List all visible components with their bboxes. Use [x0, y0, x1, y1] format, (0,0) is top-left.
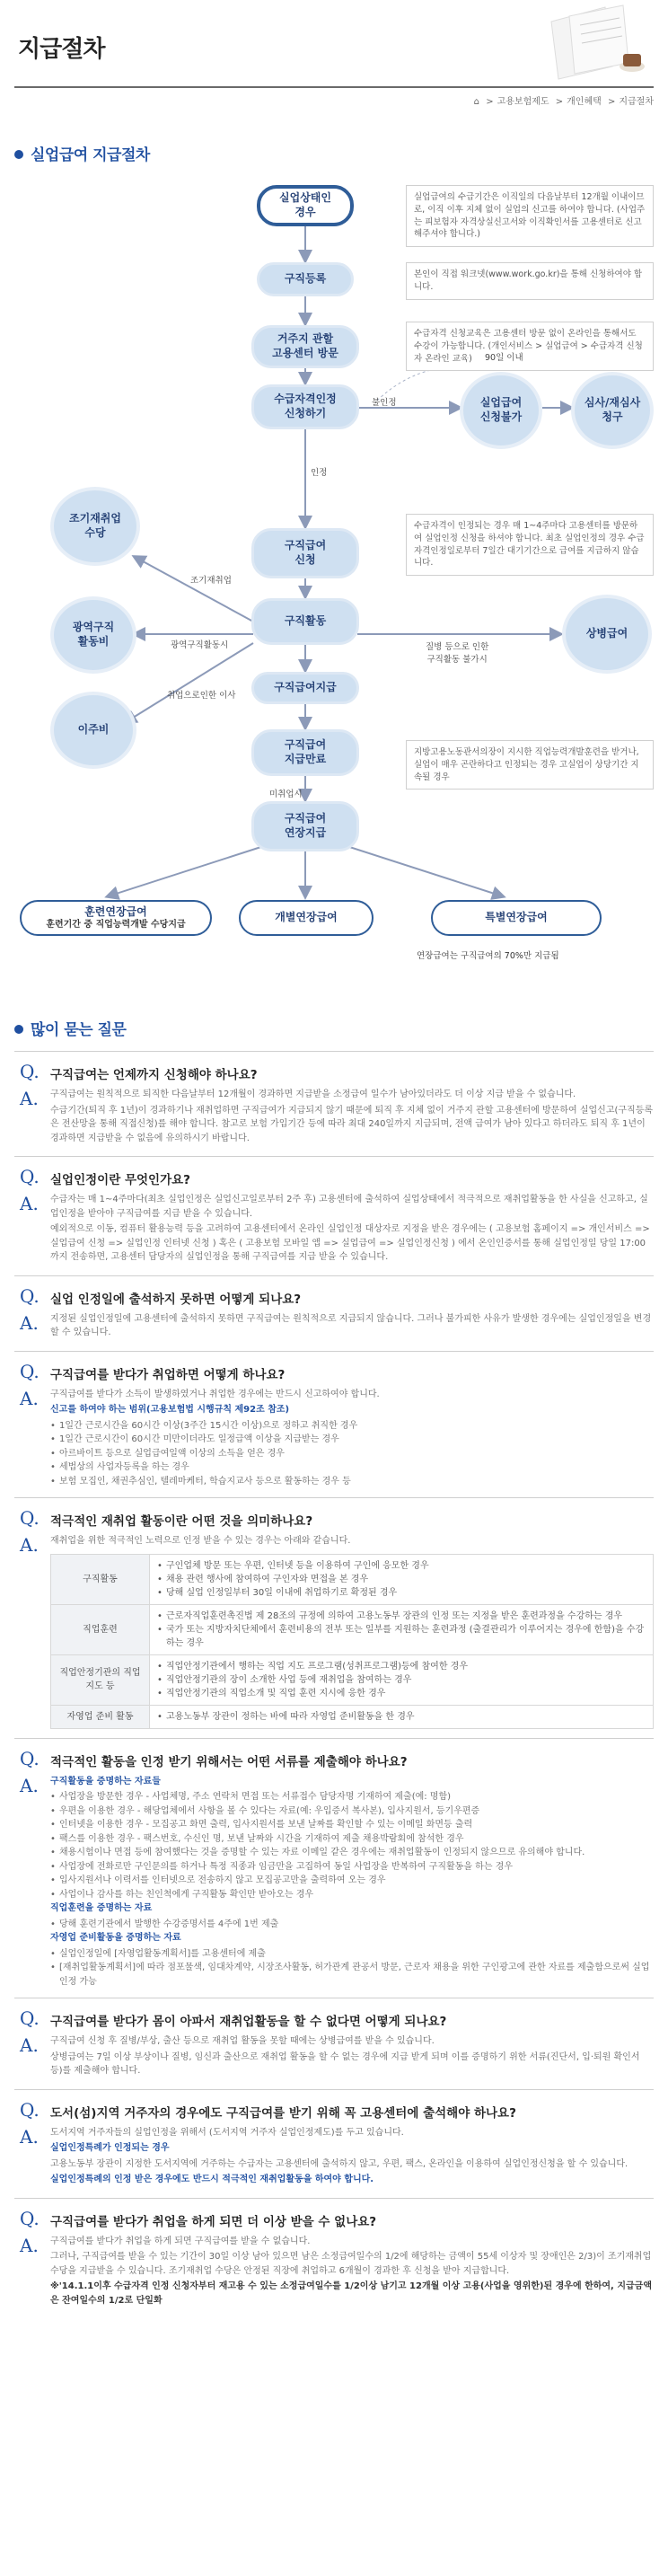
note-extension: 지방고용노동관서의장이 지시한 직업능력개발훈련을 받거나, 실업이 매우 곤란하다고 인정되는 경우 고실업이 상당기간 지속될 경우	[406, 740, 654, 790]
activity-table	[50, 1554, 654, 1729]
step-visit-center: 거주지 관할 고용센터 방문	[251, 325, 359, 368]
question-icon: Q.	[20, 2098, 40, 2121]
benefit-individual-extension: 개별연장급여	[239, 900, 374, 936]
faq-question: 실업인정이란 무엇인가요?	[50, 1173, 190, 1187]
answer-icon: A.	[20, 2125, 39, 2148]
step-register: 구직등록	[257, 262, 354, 296]
step-extension: 구직급여 연장지급	[251, 801, 359, 851]
answer-icon: A.	[20, 1311, 39, 1334]
question-icon: Q.	[20, 2007, 40, 2029]
bullet-icon	[14, 1025, 23, 1034]
step-job-search: 구직활동	[251, 598, 359, 645]
title-rule	[14, 86, 654, 88]
faq-question: 도서(섬)지역 거주자의 경우에도 구직급여를 받기 위해 꼭 고용센터에 출석해야 하나요?	[50, 2105, 516, 2121]
step-job-benefit-end: 구직급여 지급만료	[251, 729, 359, 776]
faq-question: 적극적인 재취업 활동이란 어떤 것을 의미하나요?	[50, 1514, 313, 1529]
page-title: 지급절차	[18, 36, 105, 63]
label-not-recognized: 불인정	[372, 398, 397, 408]
page-header	[0, 0, 668, 113]
benefit-training-extension: 훈련연장급여 훈련기간 중 직업능력개발 수당지급	[20, 900, 212, 936]
breadcrumb-item[interactable]: 고용보험제도	[497, 97, 549, 107]
label-wide-area: 광역구직활동시	[171, 640, 229, 650]
breadcrumb-item[interactable]: 개인혜택	[567, 97, 602, 107]
bullet-icon	[14, 150, 23, 159]
label-moving: 취업으로인한 이사	[167, 691, 236, 701]
faq-item: Q. 적극적인 활동을 인정 받기 위해서는 어떤 서류를 제출해야 하나요? A. 구직활동을 증명하는 자료들 • 사업장을 방문한 경우 - 사업체명, 주소 연락처 면접 또는 서류접수 담당자명 기재하여 제출(예: 명함) • 우편을 이용한 경우 - 해당업체에서 사항을 볼 수 있다는 자료(예: 우입증서 복사본), 입사지원서, 등기우편증 • 인터넷을 이용한 경우 - 모집공고 화면 출력, 입사지원서를 보낸 날짜를 확인할 수 있는 이메일 화면등 출력 • 팩스를 이용한 경우 - 팩스번호, 수신인 명, 보낸 날짜와 시간을 기재하여 제출 채용박람회에 참석한 경우 • 채용시험이나 면접 등에 참여했다는 것을 증명할 수 있는 자료 이메일 같은 경우에는 재취업활동이 인정되지 않으므로 유의해야 합니다. • 사업장에 전화로만 구인문의를 하거나 특정 직종과 임금만을 고집하여 동일 사업장을 반복하여 구직활동을 하는 경우 • 입사지원서나 이력서를 인터넷으로 전송하지 않고 모집공고만을 출력하여 오는 경우 • 사업이나 감사를 하는 친인척에게 구직활동 확인만 받아오는 경우 직업훈련을 증명하는 자료 • 당해 훈련기관에서 발행한 수강증명서를 4주에 1번 제출 자영업 준비활동을 증명하는 자료 • 실업인정일에 [자영업활동계획서]를 고용센터에 제출 • [재취업활동계획서]에 따라 점포물색, 임대차계약, 시장조사활동, 허가관계 관공서 방문, 근로자 채용을 위한 구인광고에 관한 자료를 제출함으로써 실업인정 가능	[14, 1738, 654, 1998]
question-icon: Q.	[20, 1061, 40, 1082]
step-unemployed: 실업상태인 경우	[257, 185, 354, 226]
procedure-flowchart	[0, 167, 668, 961]
faq-question: 구직급여는 언제까지 신청해야 하나요?	[50, 1068, 258, 1082]
step-early-reemployment: 조기재취업 수당	[50, 487, 140, 566]
answer-icon: A.	[20, 1774, 39, 1796]
faq-question: 실업 인정일에 출석하지 못하면 어떻게 되나요?	[50, 1292, 302, 1307]
step-review: 심사/재심사 청구	[571, 372, 654, 449]
faq-item: Q. 실업인정이란 무엇인가요? A. 수급자는 매 1~4주마다(최초 실업인정은 실업신고일로부터 2주 후) 고용센터에 출석하여 실업상태에서 적극적으로 재취업활동을 한 사실을 신고하고, 실업인정을 받아야 구직급여를 지급 받을 수 있습니다. 예외적으로 이동, 컴퓨터 활용능력 등을 고려하여 고용센터에서 온라인 실업인정 대상자로 지정을 받은 경우에는 ( 고용보험 홈페이지 => 개인서비스 => 실업급여 신청 => 실업인정 인터넷 신청 ) 혹은 ( 고용보험 모바일 앱 => 실업급여 => 실업인정신청 ) 에서 온인인증서를 통해 실업인정일 당일 17:00까지 전송하면, 고용센터 담당자의 실업인정을 통해 구직급여를 지급 받을 수 있습니다.	[14, 1156, 654, 1275]
faq-item: Q. 도서(섬)지역 거주자의 경우에도 구직급여를 받기 위해 꼭 고용센터에 출석해야 하나요? A. 도서지역 거주자들의 실업인정을 위해서 (도서지역 거주자 실업인정제도)를 두고 있습니다. 실업인정특례가 인정되는 경우 고용노동부 장관이 지정한 도서지역에 거주하는 수급자는 고용센터에 출석하지 않고, 우편, 팩스, 온라인을 이용하여 실업인정신청을 할 수 있습니다. 실업인정특례의 인정 받은 경우에도 반드시 적극적인 재취업활동을 하여야 합니다.	[14, 2089, 654, 2198]
question-icon: Q.	[20, 1507, 40, 1529]
books-illustration	[542, 4, 650, 83]
question-icon: Q.	[20, 1166, 40, 1187]
note-unemployed: 실업급여의 수급기간은 이직일의 다음날부터 12개월 이내이므로, 이직 이후 지체 없이 실업의 신고를 하여야 합니다. (사업주는 피보험자 자격상실신고서와 이직확인서를 고용센터로 신고해주셔야 합니다.)	[406, 185, 654, 247]
table-row: 직업안정기관의 직업지도 등 • 직업안정기관에서 행하는 직업 지도 프로그램(성취프로그램)등에 참여한 경우 • 직업안정기관의 장이 소개한 사업 등에 재취업을 참여하는 경우 • 직업안정기관의 직업소개 및 직업 훈련 지시에 응한 경우	[51, 1654, 654, 1705]
faq-question: 구직급여를 받다가 취업하면 어떻게 하나요?	[50, 1367, 286, 1382]
answer-icon: A.	[20, 1387, 39, 1409]
section-title-faq: 많이 묻는 질문	[14, 1017, 126, 1039]
table-row: 자영업 준비 활동 • 고용노동부 장관이 정하는 바에 따라 자영업 준비활동을 한 경우	[51, 1705, 654, 1728]
step-sickness: 상병급여	[562, 595, 652, 674]
faq-item: Q. 구직급여를 받다가 취업하면 어떻게 하나요? A. 구직급여를 받다가 소득이 발생하였거나 취업한 경우에는 반드시 신고하여야 합니다. 신고를 하여야 하는 범위(고용보험법 시행규칙 제92조 참조) • 1일간 근로시간을 60시간 이상(3주간 15시간 이상)으로 정하고 취직한 경우 • 1일간 근로시간이 60시간 미만이더라도 일정급액 이상을 지급받는 경우 • 아르바이트 등으로 실업급여일액 이상의 소득을 얻은 경우 • 세법상의 사업자등록을 하는 경우 • 보험 모집인, 채권추심인, 텔레마케터, 학습지교사 등으로 활동하는 경우 등	[14, 1351, 654, 1498]
question-icon: Q.	[20, 1360, 40, 1382]
step-not-eligible: 실업급여 신청불가	[460, 372, 542, 449]
faq-item: Q. 구직급여를 받다가 취업을 하게 되면 더 이상 받을 수 없나요? A. 구직급여를 받다가 취업을 하게 되면 구직급여를 받을 수 없습니다. 그러나, 구직급여를 받을 수 있는 기간이 30일 이상 남아 있으면 남은 소정급여일수의 1/2에 해당하는 금액이 55세 이상자 및 장애인은 2/3)이 조기재취업 수당을 지급받을 수 있습니다. 조기재취업 수당은 안정된 직장에 취업하고 6개월이 경과한 후 신청을 받아 지급합니다. ※'14.1.1이후 수급자격 인정 신청자부터 재고용 수 있는 소정급여일수를 1/2이상 남기고 12개월 이상 고용(사업을 영위한)된 경우에 한하여, 지급금액은 잔여일수의 1/2로 단일화	[14, 2198, 654, 2319]
faq-item: Q. 구직급여를 받다가 몸이 아파서 재취업활동을 할 수 없다면 어떻게 되나요? A. 구직급여 신청 후 질병/부상, 출산 등으로 재취업 활동을 못할 때에는 상병급여를 받을 수 있습니다. 상병급여는 7일 이상 부상이나 질병, 임신과 출산으로 재취업 활동을 할 수 없는 경우에 지급 받게 되며 이를 증명하기 위한 서류(진단서, 입·퇴원 확인서 등)를 제출해야 합니다.	[14, 1998, 654, 2089]
footnote-extension: 연장급여는 구직급여의 70%만 지급됨	[417, 951, 559, 961]
step-apply-qualification: 수급자격인정 신청하기	[251, 384, 359, 429]
breadcrumb-item[interactable]: 지급절차	[619, 97, 654, 107]
step-wide-area: 광역구직 활동비	[50, 596, 136, 674]
faq-item: Q. 실업 인정일에 출석하지 못하면 어떻게 되나요? A. 지정된 실업인정일에 고용센터에 출석하지 못하면 구직급여는 원칙적으로 지급되지 않습니다. 그러나 불가피한 사유가 발생한 경우에는 실업인정일을 변경할 수 있습니다.	[14, 1275, 654, 1351]
faq-list	[14, 1051, 654, 2318]
note-register: 본인이 직접 워크넷(www.work.go.kr)을 통해 신청하여야 합니다.	[406, 262, 654, 300]
answer-icon: A.	[20, 2034, 39, 2056]
breadcrumb: ⌂ > 고용보험제도 > 개인혜택 > 지급절차	[473, 97, 654, 107]
step-job-benefit-pay: 구직급여지급	[251, 672, 359, 704]
faq-item: Q. 적극적인 재취업 활동이란 어떤 것을 의미하나요? A. 재취업을 위한 적극적인 노력으로 인정 받을 수 있는 경우는 아래와 같습니다. 구직활동 • 구인업체 방문 또는 우편, 인터넷 등을 이용하여 구인에 응모한 경우 • 채용 관련 행사에 참여하여 구인자와 면접을 본 경우 • 당해 실업 인정일부터 30일 이내에 취업하기로 확정된 경우 직업훈련 • 근로자직업훈련촉진법 제 28조의 규정에 의하여 고용노동부 장관의 인정 또는 지정을 받은 훈련과정을 수강하는 경우 • 국가 또는 지방자치단체에서 훈련비용의 전부 또는 일부를 지원하는 훈련과정 (출결관리가 이루어지는 경우에 한함)을 수강하는 경우 직업안정기관의 직업지도 등 • 직업안정기관에서 행하는 직업 지도 프로그램(성취프로그램)등에 참여한 경우 • 직업안정기관의 장이 소개한 사업 등에 재취업을 참여하는 경우 • 직업안정기관의 직업소개 및 직업 훈련 지시에 응한 경우 자영업 준비 활동 • 고용노동부 장관이 정하는 바에 따라 자영업 준비활동을 한 경우	[14, 1497, 654, 1738]
answer-icon: A.	[20, 1534, 39, 1556]
benefit-special-extension: 특별연장급여	[431, 900, 602, 936]
section-title-procedure: 실업급여 지급절차	[14, 142, 150, 164]
faq-question: 적극적인 활동을 인정 받기 위해서는 어떤 서류를 제출해야 하나요?	[50, 1754, 408, 1769]
step-job-benefit-apply: 구직급여 신청	[251, 528, 359, 578]
step-moving: 이주비	[50, 692, 136, 769]
label-not-employed: 미취업시	[269, 790, 303, 799]
label-early-reemploy: 조기재취업	[190, 576, 232, 586]
answer-icon: A.	[20, 1193, 39, 1214]
faq-question: 구직급여를 받다가 몸이 아파서 재취업활동을 할 수 없다면 어떻게 되나요?	[50, 2015, 447, 2029]
table-row: 구직활동 • 구인업체 방문 또는 우편, 인터넷 등을 이용하여 구인에 응모한 경우 • 채용 관련 행사에 참여하여 구인자와 면접을 본 경우 • 당해 실업 인정일부터 30일 이내에 취업하기로 확정된 경우	[51, 1554, 654, 1604]
label-within-90: 90일 이내	[485, 353, 523, 363]
home-icon[interactable]: ⌂	[473, 97, 480, 107]
question-icon: Q.	[20, 1284, 40, 1307]
note-visit: 수급자격 신청교육은 고용센터 방문 없이 온라인을 통해서도 수강이 가능합니다. (개인서비스 > 실업급여 > 수급자격 신청자 온라인 교육)	[406, 322, 654, 371]
label-recognized: 인정	[311, 468, 328, 478]
table-row: 직업훈련 • 근로자직업훈련촉진법 제 28조의 규정에 의하여 고용노동부 장관의 인정 또는 지정을 받은 훈련과정을 수강하는 경우 • 국가 또는 지방자치단체에서 훈련비용의 전부 또는 일부를 지원하는 훈련과정 (출결관리가 이루어지는 경우에 한함)을 수강하는 경우	[51, 1604, 654, 1654]
question-icon: Q.	[20, 1747, 40, 1769]
faq-item: Q. 구직급여는 언제까지 신청해야 하나요? A. 구직급여는 원칙적으로 퇴직한 다음날부터 12개월이 경과하면 지급받을 소정급여 일수가 남아있더라도 더 이상 지급 받을 수 없습니다. 수급기간(퇴직 후 1년)이 경과하기나 재취업하면 구직급여가 지급되지 않기 때문에 퇴직 후 지체 없이 거주지 관할 고용센터에 방문하여 실업신고(구직등록은 전산망을 통해 직접신청)를 해야 합니다. 참고로 보험 가입기간 등에 따라 최대 240일까지 지급되며, 전액 급여가 남아 있다고 하더라도 퇴직 후 1년이 경과하면 지급받을 수 없음에 유의하시기 바랍니다.	[14, 1051, 654, 1156]
question-icon: Q.	[20, 2207, 40, 2229]
note-job-apply: 수급자격이 인정되는 경우 매 1~4주마다 고용센터를 방문하여 실업인정 신청을 하셔야 합니다. 최초 실업인정의 경우 수급자격인정일로부터 7일간 대기기간으로 급여를 지급하지 않습니다.	[406, 514, 654, 576]
faq-question: 구직급여를 받다가 취업을 하게 되면 더 이상 받을 수 없나요?	[50, 2214, 377, 2229]
label-sickness: 질병 등으로 인한 구직활동 불가시	[426, 642, 489, 665]
answer-icon: A.	[20, 1088, 39, 1109]
answer-icon: A.	[20, 2234, 39, 2256]
